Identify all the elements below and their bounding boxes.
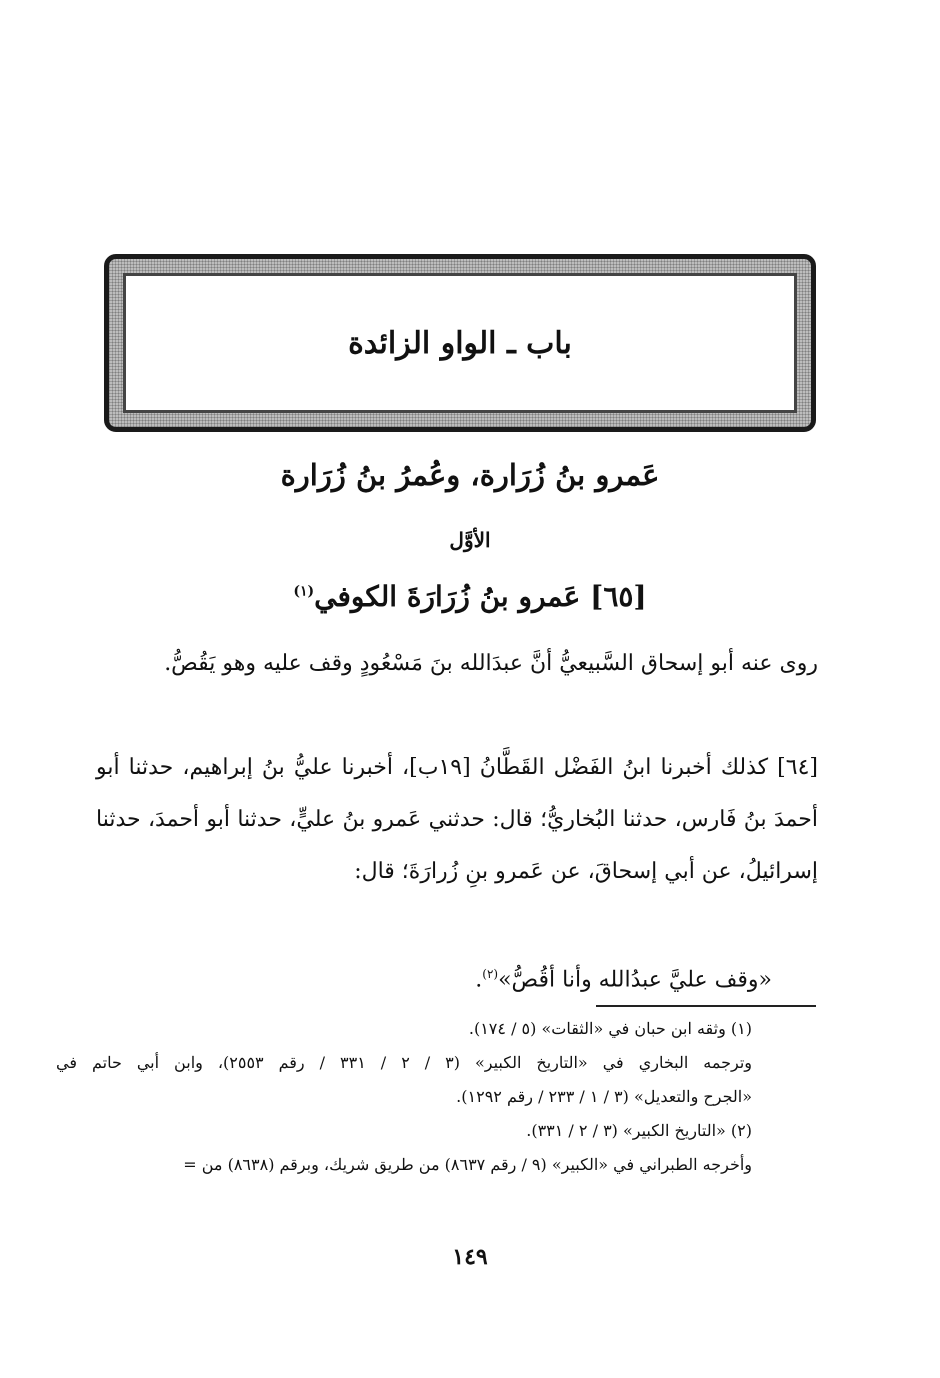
footnote-ref-2[interactable]: (٢)	[482, 967, 499, 981]
entry-title-text: [٦٥] عَمرو بنُ زُرَارَةَ الكوفي	[314, 580, 647, 613]
footnotes	[56, 1012, 752, 1182]
footnote-2-continued	[56, 1148, 752, 1182]
chapter-title-box	[123, 273, 797, 413]
section-subheading: الأوَّل	[449, 528, 491, 552]
quotation-end: .	[475, 967, 483, 993]
continued-mark: =	[183, 1155, 197, 1174]
body-paragraph-1: روى عنه أبو إسحاق السَّبيعيُّ أنَّ عبدَالله بنَ مَسْعُودٍ وقف عليه وهو يَقُصُّ.	[164, 651, 818, 676]
body-paragraph-2: [٦٤] كذلك أخبرنا ابنُ الفَضْل القَطَّانُ [١٩ب]، أخبرنا عليُّ بنُ إبراهيم، حدثنا أبو أحمدَ بنُ فَارس، حدثنا البُخاريُّ؛ قال: حدثني عَمرو بنُ عليٍّ، حدثنا أبو أحمدَ، حدثنا إسرائيلُ، عن أبي إسحاقَ، عن عَمرو بنِ زُرارَةَ؛ قال:	[96, 755, 818, 884]
quotation	[96, 948, 772, 1006]
quotation-text: «وقف عليَّ عبدُالله وأنا أقُصُّ»	[498, 967, 772, 993]
page-number: ١٤٩	[452, 1244, 488, 1270]
entry-title	[100, 580, 840, 613]
footnote-2-continued-text: وأخرجه الطبراني في «الكبير» (٩ / رقم ٨٦٣٧) من طريق شريك، وبرقم (٨٦٣٨) من	[201, 1155, 752, 1174]
footnote-1-continued-end: «الجرح والتعديل» (٣ / ١ / ٢٣٣ / رقم ١٢٩٢).	[456, 1087, 752, 1106]
section-heading: عَمرو بنُ زُرَارة، وعُمرُ بنُ زُرَارة	[280, 458, 660, 492]
footnote-separator	[596, 1005, 816, 1007]
chapter-title: باب ـ الواو الزائدة	[348, 325, 572, 361]
footnote-1: (١) وثقه ابن حبان في «الثقات» (٥ / ١٧٤).	[468, 1019, 752, 1038]
chapter-title-frame	[104, 254, 816, 432]
footnote-1-continued: وترجمه البخاري في «التاريخ الكبير» (٣ / ٢ / ٣٣١ / رقم ٢٥٥٣)، وابن أبي حاتم في	[56, 1053, 753, 1072]
footnote-2: (٢) «التاريخ الكبير» (٣ / ٢ / ٣٣١).	[526, 1121, 752, 1140]
footnote-ref-1[interactable]: (١)	[293, 583, 315, 600]
